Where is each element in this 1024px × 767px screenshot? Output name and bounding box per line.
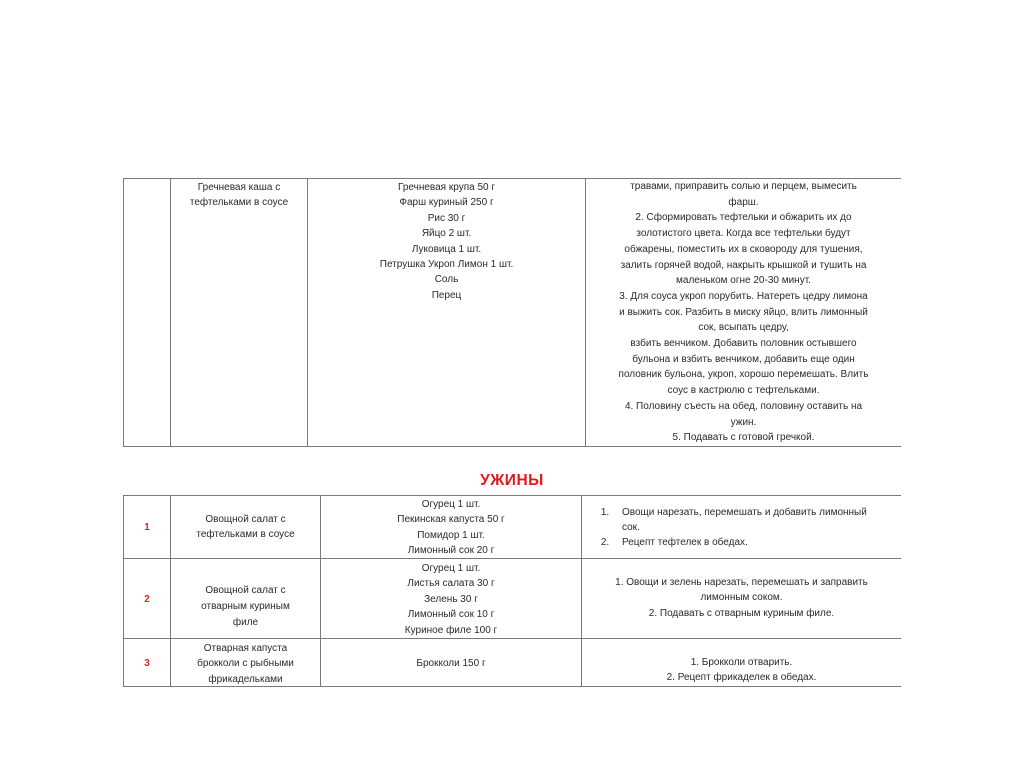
cooking-steps <box>590 505 870 550</box>
ingredient-line: Огурец 1 шт. <box>421 563 481 574</box>
dish-name <box>171 180 307 211</box>
step-line: обжарены, поместить их в сковороду для тушения, <box>624 243 863 255</box>
step-line: сок, всыпать цедру, <box>698 322 789 334</box>
ingredient-line: Перец <box>431 289 462 301</box>
step-line: 1. Брокколи отварить. <box>690 657 793 668</box>
step-line: 2. Сформировать тефтельки и обжарить их до <box>635 212 852 224</box>
dish-line: Отварная капуста <box>203 643 288 654</box>
step-line: взбить венчиком. Добавить половник остывшего <box>630 338 857 350</box>
step-line: 5. Подавать с готовой гречкой. <box>672 432 815 444</box>
row-number: 3 <box>144 658 150 669</box>
step-line: 2. Рецепт фрикаделек в обедах. <box>666 672 817 684</box>
ingredient-line: Лимонный сок 10 г <box>407 609 495 621</box>
ingredients-list <box>321 561 581 638</box>
ingredient-line: Листья салата 30 г <box>407 578 495 590</box>
ingredient-line: Фарш куриный 250 г <box>399 197 494 209</box>
cooking-steps <box>586 179 901 446</box>
ingredient-line: Куриное филе 100 г <box>404 624 498 636</box>
ingredient-line: Луковица 1 шт. <box>411 243 482 255</box>
dish-line: Овощной салат с <box>205 585 286 596</box>
ingredient-line: Соль <box>434 274 459 286</box>
section-title: УЖИНЫ <box>480 472 544 489</box>
ingredient-line: Зелень 30 г <box>424 593 478 605</box>
dish-line: отварным куриным <box>201 601 290 612</box>
step-line: фарш. <box>728 196 759 208</box>
dish-name <box>171 641 320 687</box>
ingredients-list <box>308 180 585 303</box>
dish-line: филе <box>232 617 259 628</box>
step-item: 2. Рецепт тефтелек в обедах. <box>612 535 870 550</box>
dish-line: фрикадельками <box>208 673 283 685</box>
step-line: лимонным соком. <box>700 592 783 604</box>
step-line: соус в кастрюлю с тефтельками. <box>667 385 820 397</box>
ingredient-line: Пекинская капуста 50 г <box>397 514 505 526</box>
dish-line: тефтельками в соусе <box>189 197 289 209</box>
table-row-divider <box>123 638 901 639</box>
step-line: 2. Подавать с отварным куриным филе. <box>648 607 835 619</box>
table-border-left <box>123 178 124 447</box>
step-line: бульона и взбить венчиком, добавить еще один <box>632 353 855 365</box>
dish-line: Гречневая каша с <box>197 182 281 193</box>
ingredient-line: Брокколи 150 г <box>416 658 486 669</box>
step-line: маленьком огне 20-30 минут. <box>676 275 811 287</box>
ingredient-line: Яйцо 2 шт. <box>421 228 472 240</box>
cooking-steps <box>582 655 901 686</box>
row-number: 2 <box>144 594 150 605</box>
table-border-top <box>123 495 901 496</box>
dish-line: брокколи с рыбными <box>197 658 294 670</box>
dish-name <box>171 583 320 631</box>
ingredient-line: Петрушка Укроп Лимон 1 шт. <box>379 259 514 271</box>
ingredient-line: Гречневая крупа 50 г <box>397 182 496 193</box>
ingredient-line: Огурец 1 шт. <box>421 499 481 510</box>
step-line: залить горячей водой, накрыть крышкой и тушить на <box>620 259 867 271</box>
dish-name <box>171 512 320 543</box>
ingredient-line: Рис 30 г <box>427 212 466 224</box>
step-line: половник бульона, укроп, хорошо перемешать. Влить <box>618 369 869 381</box>
step-line: 1. Овощи и зелень нарезать, перемешать и заправить <box>615 577 868 588</box>
step-item: 1. Овощи нарезать, перемешать и добавить лимонный сок. <box>612 505 870 535</box>
step-line: 4. Половину съесть на обед, половину оставить на <box>624 400 863 412</box>
step-line: и выжить сок. Разбить в миску яйцо, влить лимонный <box>619 306 868 318</box>
ingredients-list <box>321 656 581 671</box>
step-line: травами, приправить солью и перцем, вымесить <box>630 181 857 192</box>
steps-list <box>590 505 870 550</box>
dish-line: Овощной салат с <box>205 514 286 525</box>
cooking-steps <box>582 575 901 621</box>
step-line: золотистого цвета. Когда все тефтельки будут <box>636 228 851 240</box>
ingredients-list <box>321 497 581 559</box>
step-line: ужин. <box>730 416 757 428</box>
row-number: 1 <box>144 522 150 533</box>
step-line: 3. Для соуса укроп порубить. Натереть цедру лимона <box>619 290 868 302</box>
dish-line: тефтельками в соусе <box>196 529 295 541</box>
ingredient-line: Лимонный сок 20 г <box>407 545 495 557</box>
ingredient-line: Помидор 1 шт. <box>417 529 485 541</box>
table-column-divider <box>170 178 171 447</box>
table-border-bottom <box>123 446 901 447</box>
